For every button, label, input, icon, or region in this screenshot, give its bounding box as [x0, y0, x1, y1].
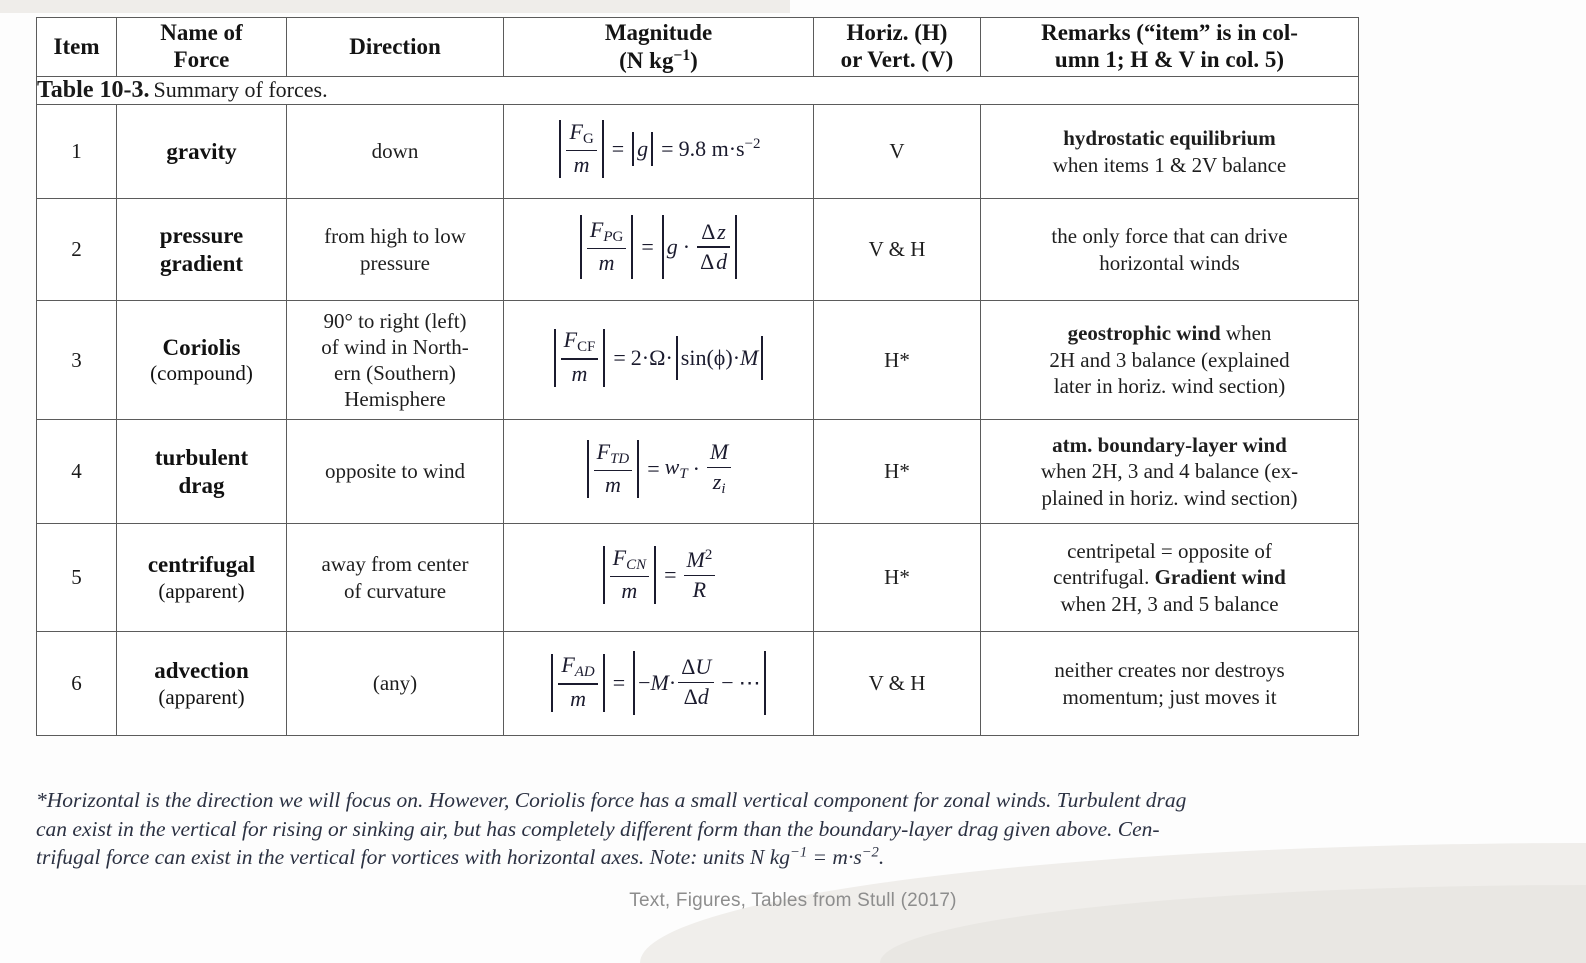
- row-force-name: [117, 301, 287, 420]
- force-name-line-1: pressure: [159, 222, 244, 248]
- row-direction: (any): [287, 632, 504, 736]
- column-header-remarks: [981, 18, 1359, 77]
- abs-bar-right-2: [764, 651, 766, 715]
- row-remarks: [981, 105, 1359, 199]
- fraction-denominator: m: [570, 685, 586, 711]
- symbol-phi: ϕ: [713, 344, 726, 370]
- abs-bar-left-2: [662, 215, 664, 279]
- minus-sign-2: −: [721, 669, 734, 695]
- row-item-number: 2: [37, 199, 117, 301]
- remarks-line-1: neither creates nor destroys: [1054, 657, 1285, 682]
- symbol-g: g: [666, 234, 678, 259]
- equals-sign: =: [641, 234, 654, 259]
- fraction-delta-z-over-delta-d: [697, 220, 730, 275]
- abs-bar-right: [603, 329, 605, 387]
- table-row: [37, 301, 1359, 420]
- table-row: [37, 420, 1359, 524]
- row-horiz-vert: V & H: [814, 632, 981, 736]
- symbol-g: g: [637, 136, 649, 162]
- fraction-denominator: m: [573, 152, 590, 178]
- row-force-name: [117, 105, 287, 199]
- fraction-force-over-mass: [558, 653, 597, 711]
- footnote-exponent-1: −1: [790, 844, 808, 861]
- fraction-force-over-mass: [566, 120, 596, 178]
- fraction-line: [684, 575, 716, 577]
- force-name-text: centrifugal: [147, 552, 256, 578]
- abs-bar-left-2: [633, 651, 635, 715]
- abs-bar-right: [602, 120, 604, 178]
- multiplication-dot: ·: [668, 669, 677, 695]
- abs-bar-right: [631, 215, 633, 279]
- abs-bar-right: [603, 654, 605, 712]
- fraction-denominator: m: [598, 250, 615, 276]
- row-magnitude: [504, 301, 814, 420]
- remarks-line-3: when 2H, 3 and 5 balance: [1060, 591, 1279, 616]
- ellipsis: ⋯: [738, 669, 761, 695]
- fraction-line: [707, 467, 731, 469]
- remarks-bold-phrase: Gradient wind: [1154, 565, 1286, 590]
- footnote-line-2: can exist in the vertical for rising or sinking air, but has completely different form than the boundary-layer drag given above. Cen-: [36, 816, 1160, 841]
- remarks-line-2: 2H and 3 balance (explained: [1049, 347, 1290, 372]
- force-name-text: Coriolis: [162, 334, 241, 360]
- header-line-1: Remarks (“item” is in col-: [1041, 20, 1298, 46]
- abs-bar-right-2: [735, 215, 737, 279]
- row-magnitude: [504, 524, 814, 632]
- symbol-M: M: [740, 344, 759, 370]
- formula-centrifugal: [600, 546, 718, 604]
- row-force-name: [117, 420, 287, 524]
- abs-bar-left: [559, 120, 561, 178]
- formula-coriolis: $\frac{F_{CF}}{m}$ = 2 · Ω · sin( ϕ ) · M: [551, 328, 767, 386]
- forces-summary-table: [36, 17, 1359, 736]
- fraction-numerator: ΔU: [681, 654, 712, 680]
- force-name-qualifier: (compound): [150, 361, 253, 386]
- column-header-name-of-force: [117, 18, 287, 77]
- force-name-text: gravity: [166, 138, 237, 164]
- force-name-text: advection: [154, 658, 249, 684]
- symbol-omega: Ω: [649, 344, 666, 370]
- remarks-after-bold: when: [1220, 321, 1272, 346]
- row-horiz-vert: H*: [814, 301, 981, 420]
- abs-bar-left: [554, 329, 556, 387]
- column-header-item: Item: [37, 18, 117, 77]
- footnote-line-1: *Horizontal is the direction we will focus on. However, Coriolis force has a small vertical component for zonal winds. Turbulent drag: [36, 788, 1187, 812]
- remarks-line-1: the only force that can drive: [1051, 223, 1288, 248]
- direction-line-1: away from center: [321, 552, 469, 577]
- column-header-magnitude: [504, 18, 814, 77]
- gravity-value: 9.8 $m\cdot s^{-2}$: [678, 136, 761, 162]
- fraction-deltaU-over-deltad: [678, 655, 714, 710]
- fraction-force-over-mass: [594, 440, 633, 498]
- equals-sign: =: [664, 562, 677, 588]
- direction-line-4: Hemisphere: [344, 387, 446, 412]
- table-row: [37, 524, 1359, 632]
- header-line-1: Magnitude: [604, 19, 713, 45]
- header-line-2: (N $kg^{-1}$): [619, 46, 698, 73]
- equals-sign-2: =: [661, 136, 674, 162]
- footnote-line-3: [36, 843, 1358, 872]
- row-direction: opposite to wind: [287, 420, 504, 524]
- row-remarks: [981, 524, 1359, 632]
- remarks-line-2: when 2H, 3 and 4 balance (ex-: [1040, 459, 1299, 484]
- row-horiz-vert: H*: [814, 420, 981, 524]
- row-magnitude: [504, 420, 814, 524]
- force-name-line-2: gradient: [159, 250, 244, 276]
- table-caption-row: [37, 77, 1359, 105]
- row-remarks: [981, 301, 1359, 420]
- fraction-numerator: $F_G$: [569, 118, 594, 148]
- fraction-numerator: $F_{CN}$: [612, 544, 647, 574]
- sine-function: sin(: [680, 344, 714, 370]
- fraction-denominator: $z_i$: [712, 469, 726, 498]
- slide-top-accent-bar: [0, 0, 790, 13]
- row-item-number: 6: [37, 632, 117, 736]
- fraction-numerator: $M^2$: [686, 547, 713, 572]
- direction-line-2: of wind in North-: [321, 334, 469, 359]
- abs-bar-left: [587, 440, 589, 498]
- direction-line-3: ern (Southern): [334, 361, 456, 385]
- row-direction: down: [287, 105, 504, 199]
- direction-line-2: of curvature: [343, 578, 447, 603]
- fraction-numerator: M: [710, 438, 729, 464]
- fraction-line: [558, 683, 597, 685]
- row-direction: [287, 199, 504, 301]
- abs-bar-right: [654, 546, 656, 604]
- coefficient-two: 2: [630, 344, 642, 370]
- fraction-line: [561, 358, 599, 360]
- table-row: [37, 199, 1359, 301]
- header-line-2: umn 1; H & V in col. 5): [1054, 47, 1285, 72]
- column-header-horiz-vert: [814, 18, 981, 77]
- force-name-line-2: drag: [178, 472, 225, 498]
- footnote-line-3-text: trifugal force can exist in the vertical for vortices with horizontal axes. Note: units N kg: [36, 845, 790, 870]
- row-magnitude: [504, 105, 814, 199]
- row-horiz-vert: H*: [814, 524, 981, 632]
- fraction-numerator: $F_{CF}$: [563, 327, 596, 356]
- row-item-number: 5: [37, 524, 117, 632]
- fraction-numerator: $F_{TD}$: [596, 438, 630, 468]
- fraction-denominator: Δ d: [700, 248, 728, 274]
- header-line-2: or Vert. (V): [840, 47, 954, 72]
- remarks-line-1: centripetal = opposite of: [1067, 538, 1272, 563]
- abs-bar-left-2: [676, 336, 678, 380]
- row-remarks: [981, 199, 1359, 301]
- multiplication-dot: ·: [682, 234, 691, 259]
- remarks-bold-phrase: atm. boundary-layer wind: [1052, 432, 1287, 457]
- row-item-number: 4: [37, 420, 117, 524]
- row-item-number: 1: [37, 105, 117, 199]
- table-footnote: [36, 786, 1358, 872]
- row-magnitude: [504, 632, 814, 736]
- row-remarks: [981, 420, 1359, 524]
- multiplication-dot-2: ·: [665, 344, 673, 370]
- multiplication-dot: ·: [641, 344, 650, 370]
- source-attribution: Text, Figures, Tables from Stull (2017): [629, 890, 957, 911]
- equals-sign: =: [613, 344, 626, 370]
- remarks-line-3: later in horiz. wind section): [1053, 374, 1286, 399]
- fraction-numerator: $F_{PG}$: [589, 216, 624, 246]
- fraction-M2-over-R: [684, 547, 716, 603]
- footnote-line-3-mid: = m·s: [807, 845, 862, 870]
- formula-turbulent-drag: [584, 440, 734, 498]
- direction-line-1: 90° to right (left): [323, 308, 467, 333]
- column-header-direction: Direction: [287, 18, 504, 77]
- row-direction: [287, 301, 504, 420]
- fraction-M-over-zi: [707, 440, 731, 498]
- footnote-exponent-2: −2: [861, 844, 879, 861]
- minus-sign: −: [638, 669, 651, 695]
- abs-bar-left: [551, 654, 553, 712]
- fraction-line: [587, 248, 626, 250]
- fraction-numerator: $F_{AD}$: [561, 652, 595, 681]
- fraction-line: [566, 150, 596, 152]
- remarks-line-3: plained in horiz. wind section): [1041, 485, 1298, 510]
- row-direction: [287, 524, 504, 632]
- table-row: [37, 105, 1359, 199]
- fraction-denominator: m: [621, 578, 638, 604]
- footnote-line-3-end: .: [878, 845, 885, 870]
- remarks-line-2: momentum; just moves it: [1062, 684, 1277, 709]
- abs-bar-right-2: [761, 336, 763, 380]
- fraction-numerator: Δ z: [701, 218, 726, 244]
- abs-bar-right-2: [651, 132, 653, 166]
- remarks-line-2: horizontal winds: [1099, 250, 1240, 275]
- formula-gravity: [556, 120, 760, 178]
- fraction-denominator: R: [692, 577, 707, 603]
- unit-exponent: −1: [673, 46, 691, 64]
- row-force-name: [117, 524, 287, 632]
- fraction-line: [594, 470, 633, 472]
- remarks-bold-phrase: hydrostatic equilibrium: [1063, 125, 1276, 150]
- equals-sign: =: [612, 669, 626, 695]
- abs-bar-left: [580, 215, 582, 279]
- row-item-number: 3: [37, 301, 117, 420]
- symbol-M: M: [650, 669, 669, 695]
- symbol-wT: $w_T$: [664, 454, 688, 483]
- multiplication-dot-3: ·: [732, 344, 741, 370]
- header-line-2: Force: [173, 47, 230, 72]
- row-force-name: [117, 199, 287, 301]
- fraction-line: [610, 576, 649, 578]
- table-number: Table 10-3.: [37, 77, 150, 103]
- header-line-1: Name of: [160, 20, 243, 46]
- abs-bar-left-2: [632, 132, 634, 166]
- header-line-1: Horiz. (H): [846, 20, 948, 46]
- abs-bar-left: [603, 546, 605, 604]
- equals-sign: =: [611, 136, 625, 162]
- direction-line-1: from high to low: [324, 224, 466, 249]
- fraction-force-over-mass: [610, 546, 649, 604]
- fraction-force-over-mass: [561, 328, 599, 386]
- fraction-line: [678, 682, 714, 684]
- force-name-qualifier: (apparent): [158, 684, 245, 709]
- direction-line-2: pressure: [360, 250, 430, 275]
- force-name-qualifier: (apparent): [158, 578, 245, 603]
- table-row: [37, 632, 1359, 736]
- force-name-line-1: turbulent: [154, 444, 249, 470]
- fraction-denominator: m: [571, 360, 588, 386]
- fraction-denominator: Δd: [683, 684, 709, 710]
- table-caption-text: Summary of forces.: [153, 77, 328, 102]
- equals-sign: =: [647, 456, 660, 482]
- row-remarks: [981, 632, 1359, 736]
- remarks-bold-phrase: geostrophic wind: [1067, 321, 1221, 346]
- row-force-name: [117, 632, 287, 736]
- remarks-line-2: when items 1 & 2V balance: [1052, 152, 1287, 177]
- abs-bar-right: [637, 440, 639, 498]
- row-horiz-vert: V: [814, 105, 981, 199]
- formula-advection: [548, 651, 768, 715]
- formula-pressure-gradient: [577, 215, 740, 279]
- row-horiz-vert: V & H: [814, 199, 981, 301]
- row-magnitude: [504, 199, 814, 301]
- remarks-line-2-prefix: centrifugal.: [1053, 565, 1155, 590]
- table-caption: [37, 77, 1359, 105]
- fraction-denominator: m: [605, 472, 621, 498]
- table-header-row: [37, 18, 1359, 77]
- fraction-force-over-mass: [587, 218, 626, 276]
- multiplication-dot: ·: [692, 456, 700, 482]
- fraction-line: [697, 246, 730, 248]
